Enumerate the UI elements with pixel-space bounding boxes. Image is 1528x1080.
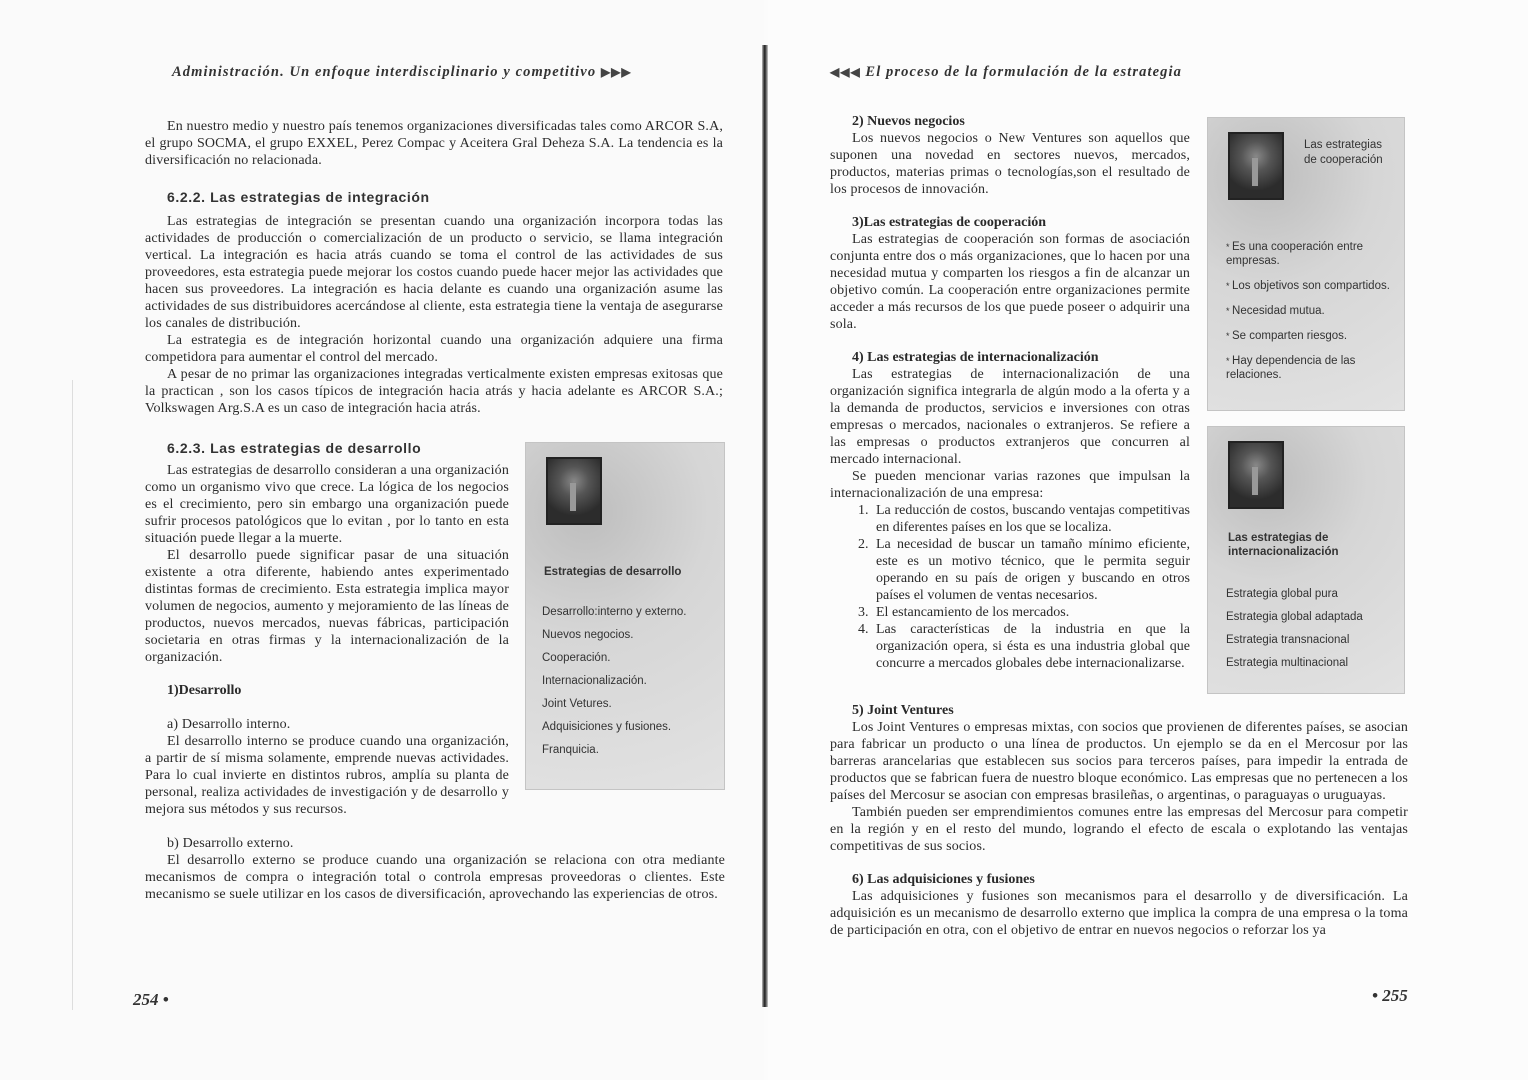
emblem-image-icon: [1228, 441, 1284, 509]
paragraph: La estrategia es de integración horizontal cuando una organización adquiere una firma competidora para aumentar el control del mercado.: [145, 333, 723, 365]
left-body-top: [145, 118, 723, 417]
paragraph: Las estrategias de cooperación son formas de asociación conjunta entre dos o más organizaciones, que lo hacen por una necesidad mutua y comparten los riesgos a fin de alcanzar un objetivo común. La cooperación entre organizaciones permite acceder a más recursos de los que puede poseer o adquirir una sola.: [830, 232, 1190, 332]
reason-item: 3. El estancamiento de los mercados.: [872, 604, 1190, 621]
sidebox-title: Las estrategias de internacionalización: [1228, 532, 1339, 558]
running-head-text: El proceso de la formulación de la estrategia: [865, 64, 1182, 80]
subheading-desarrollo-externo: b) Desarrollo externo.: [167, 836, 294, 851]
reason-item: 4. Las características de la industria en que la organización opera, si ésta es una industria global que concurre a mercados globales debe internacionalizarse.: [872, 621, 1190, 672]
running-head-left: [172, 64, 632, 81]
paragraph: El desarrollo interno se produce cuando una organización, a partir de sí misma solamente, emprende nuevas actividades. Para lo cual invierte en distintos rubros, amplía su planta de personal, realiza actividades de investigación y de desarrollo y mejora sus métodos y sus recursos.: [145, 734, 509, 817]
running-head-text: Administración. Un enfoque interdisciplinario y competitivo: [172, 64, 597, 80]
paragraph: Los nuevos negocios o New Ventures son aquellos que suponen una novedad en sectores nuevos, mercados, productos, materias primas o tecnologías,son el resultado de los procesos de innovación.: [830, 131, 1190, 197]
left-body-bottom: [145, 440, 725, 903]
sidebox-list: [1226, 583, 1363, 675]
sidebox-item: Estrategia global adaptada: [1226, 611, 1363, 623]
sidebox-item: * Es una cooperación entre empresas.: [1226, 240, 1396, 268]
reasons-list: [830, 502, 1190, 672]
subheading-internacionalizacion: 4) Las estrategias de internacionalización: [852, 350, 1099, 365]
right-page: [768, 0, 1528, 1080]
sidebox-item: Internacionalización.: [542, 675, 647, 687]
sidebox-item: Joint Vetures.: [542, 698, 612, 710]
right-body-wide: [830, 703, 1408, 939]
sidebox-item: Franquicia.: [542, 744, 599, 756]
sidebox-item: Adquisiciones y fusiones.: [542, 721, 672, 733]
arrows-left-icon: ◀◀◀: [830, 65, 861, 79]
sidebox-list: [542, 601, 686, 762]
sidebox-cooperacion: [1207, 117, 1405, 411]
page-number-right: • 255: [1372, 986, 1408, 1005]
paragraph: El desarrollo externo se produce cuando una organización se relaciona con otra mediante mecanismos de compra o integración total o controla empresas proveedoras o clientes. Este mecanismo se suele utilizar en los casos de diversificación, aprovechando las experiencias de otros.: [145, 853, 725, 902]
sidebox-list: [1226, 240, 1396, 393]
scan-edge-line: [72, 380, 73, 1010]
paragraph: Los Joint Ventures o empresas mixtas, con socios que provienen de diferentes países, se asocian para fabricar un producto o una línea de productos. Un ejemplo se da en el Mercosur por las barreras arancelarias que establecen sus socios para terceros países, para impedir la entrada de productos que se fabrican fuera de nuestro bloque económico. Las empresas que no pertenecen a los países del Mercosur se asocian con empresas brasileñas, o argentinas, o paraguayas o uruguayas.: [830, 720, 1408, 803]
subheading-nuevos-negocios: 2) Nuevos negocios: [852, 114, 965, 129]
sidebox-item: Estrategia multinacional: [1226, 657, 1349, 669]
subheading-desarrollo: 1)Desarrollo: [167, 683, 242, 698]
section-heading-623: 6.2.3. Las estrategias de desarrollo: [167, 440, 422, 456]
sidebox-item: Cooperación.: [542, 652, 611, 664]
reason-item: 2. La necesidad de buscar un tamaño mínimo eficiente, este es un motivo técnico, que le permita seguir operando en su país de origen y buscando en otros países el volumen de ventas necesarios.: [872, 536, 1190, 604]
paragraph: También pueden ser emprendimientos comunes entre las empresas del Mercosur para competir en la región y en el resto del mundo, logrando el efecto de escala o explotando las ventajas competitivas de sus socios.: [830, 805, 1408, 854]
subheading-desarrollo-interno: a) Desarrollo interno.: [167, 717, 291, 732]
arrows-right-icon: ▶▶▶: [600, 65, 632, 79]
intro-paragraph: En nuestro medio y nuestro país tenemos organizaciones diversificadas tales como ARCOR S.A, el grupo SOCMA, el grupo EXXEL, Perez Compac y Aceitera Gral Deheza S.A. La tendencia es la diversificación no relacionada.: [145, 119, 723, 168]
subheading-adquisiciones: 6) Las adquisiciones y fusiones: [852, 872, 1035, 887]
emblem-image-icon: [1228, 132, 1284, 200]
sidebox-item: Desarrollo:interno y externo.: [542, 606, 687, 618]
running-head-right: [830, 64, 1182, 81]
sidebox-item: Nuevos negocios.: [542, 629, 634, 641]
section-heading-622: 6.2.2. Las estrategias de integración: [167, 189, 430, 205]
paragraph: El desarrollo puede significar pasar de una situación existente a otra diferente, habiendo antes experimentado distintas formas de crecimiento. Esta estrategia implica mayor volumen de negocios, aumento y mejoramiento de las líneas de productos, nuevos mercados, nuevas fábricas, participación societaria en otras firmas y la internacionalización de la organización.: [145, 548, 509, 665]
paragraph: Las estrategias de internacionalización de una organización significa integrarla de algún modo a la oferta y a la demanda de productos, servicios e inversiones con otras empresas o mercados, nacionales o extranjeros. Se refiere a las empresas o productos extranjeros que concurren al mercado internacional.: [830, 367, 1190, 467]
paragraph: A pesar de no primar las organizaciones integradas verticalmente existen empresas exitosas que la practican , son los casos típicos de integración hacia atrás y hacia adelante es ARCOR S.A.; Volkswagen Arg.S.A es un caso de integración hacia atrás.: [145, 367, 723, 416]
subheading-joint-ventures: 5) Joint Ventures: [852, 703, 954, 718]
right-body-narrow: [830, 114, 1190, 672]
paragraph: Las estrategias de integración se presentan cuando una organización incorpora todas las actividades de producción o comercialización de un producto o servicio, se llama integración vertical. La integración es hacia atrás cuando se toma el control de las actividades de sus proveedores, esta estrategia puede mejorar los costos cuando puede hacer mejor las actividades que hacen sus proveedores. La integración es hacia delante es cuando una organización asume las actividades de sus distribuidores acercándose al cliente, esta estrategia tiene la ventaja de asegurarse los canales de distribución.: [145, 214, 723, 331]
sidebox-item: Estrategia transnacional: [1226, 634, 1350, 646]
paragraph: Las adquisiciones y fusiones son mecanismos para el desarrollo y de diversificación. La adquisición es un mecanismo de desarrollo externo que implica la compra de una empresa o la toma de participación en otra, con el objetivo de entrar en nuevos negocios o reforzar los ya: [830, 889, 1408, 938]
sidebox-item: * Se comparten riesgos.: [1226, 329, 1396, 343]
sidebox-item: * Hay dependencia de las relaciones.: [1226, 354, 1396, 382]
paragraph: Se pueden mencionar varias razones que impulsan la internacionalización de una empresa:: [830, 469, 1190, 501]
paragraph: Las estrategias de desarrollo consideran a una organización como un organismo vivo que crece. La lógica de los negocios es el crecimiento, pero sin embargo una organización puede sufrir procesos patológicos que lo evitan , por lo tanto en esta situación puede llegar a la muerte.: [145, 463, 509, 546]
sidebox-item: * Los objetivos son compartidos.: [1226, 279, 1396, 293]
page-number-left: 254 •: [133, 990, 169, 1009]
sidebox-internacionalizacion: [1207, 426, 1405, 694]
sidebox-item: Estrategia global pura: [1226, 588, 1338, 600]
sidebox-item: * Necesidad mutua.: [1226, 304, 1396, 318]
subheading-cooperacion: 3)Las estrategias de cooperación: [852, 215, 1047, 230]
reason-item: 1. La reducción de costos, buscando ventajas competitivas en diferentes países en los que se localiza.: [872, 502, 1190, 536]
emblem-image-icon: [546, 457, 602, 525]
sidebox-title: Las estrategias de cooperación: [1304, 139, 1383, 166]
sidebox-title: Estrategias de desarrollo: [544, 566, 682, 578]
sidebox-desarrollo: [525, 442, 725, 790]
